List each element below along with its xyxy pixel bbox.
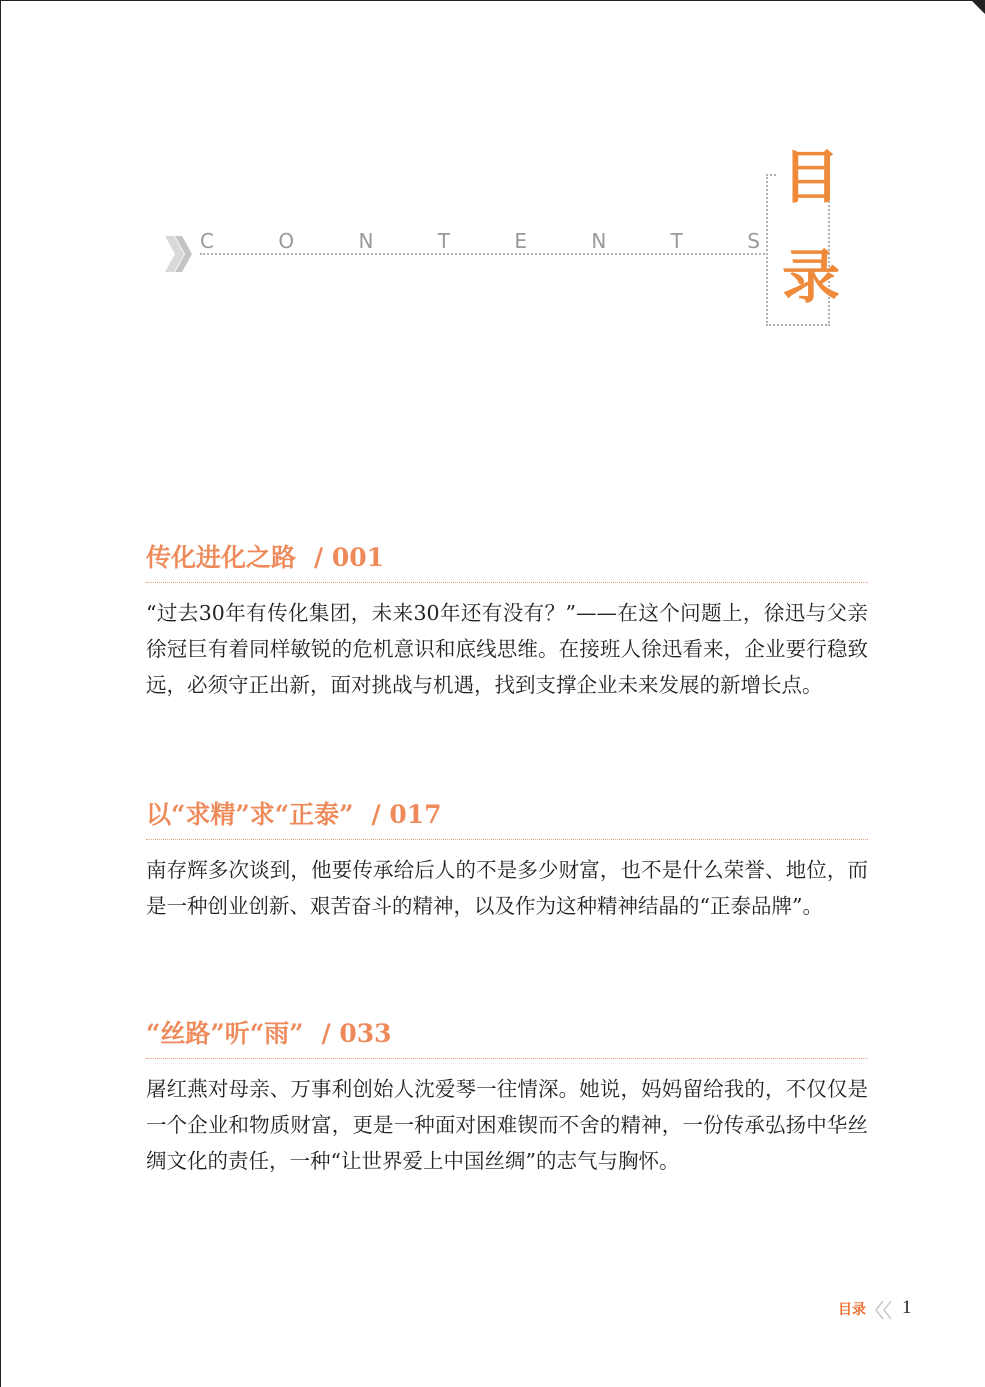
toc-entry-summary: “过去30年有传化集团，未来30年还有没有？”——在这个问题上，徐迅与父亲徐冠巨有着同样敏锐的危机意识和底线思维。在接班人徐迅看来，企业要行稳致远，必须守正出新，面对挑战与机遇，找到支撑企业未来发展的新增长点。	[146, 601, 868, 697]
contents-letter: S	[747, 229, 760, 253]
corner-mark	[971, 0, 985, 14]
toc-entry-page: / 017	[371, 800, 442, 829]
dotted-rule	[200, 253, 768, 255]
toc-entry-heading[interactable]	[146, 797, 868, 833]
toc-entry-heading[interactable]	[146, 540, 868, 576]
dotted-divider	[146, 839, 868, 840]
toc-entry-summary: 南存辉多次谈到，他要传承给后人的不是多少财富，也不是什么荣誉、地位，而是一种创业创新、艰苦奋斗的精神，以及作为这种精神结晶的“正泰品牌”。	[146, 858, 868, 918]
contents-letter: T	[437, 229, 450, 253]
toc-entry-summary: 屠红燕对母亲、万事利创始人沈爱琴一往情深。她说，妈妈留给我的，不仅仅是一个企业和物质财富，更是一种面对困难锲而不舍的精神，一份传承弘扬中华丝绸文化的责任，一种“让世界爱上中国丝绸”的志气与胸怀。	[146, 1077, 868, 1173]
toc-entry-title: 以“求精”求“正泰”	[146, 800, 354, 829]
toc-entry[interactable]	[146, 540, 868, 703]
toc-entry-page: / 001	[314, 543, 385, 572]
title-frame-top	[766, 174, 776, 176]
contents-letter: N	[358, 229, 374, 253]
page-border-left	[0, 0, 1, 1387]
contents-letter: N	[591, 229, 607, 253]
toc-entry-heading[interactable]	[146, 1016, 868, 1052]
double-chevron-icon	[165, 236, 195, 272]
toc-entry-title: 传化进化之路	[146, 543, 297, 572]
toc-entry[interactable]	[146, 797, 868, 924]
page-number: 1	[902, 1297, 912, 1318]
dotted-divider	[146, 1058, 868, 1059]
contents-letter: O	[278, 229, 295, 253]
contents-heading	[200, 226, 760, 256]
double-chevron-left-icon	[874, 1299, 894, 1321]
contents-letter: E	[514, 229, 527, 253]
page-title-char: 目	[781, 143, 840, 211]
dotted-divider	[146, 582, 868, 583]
toc-entry-page: / 033	[321, 1019, 392, 1048]
page-border-top	[0, 0, 985, 1]
footer-section-label: 目录	[838, 1302, 866, 1318]
contents-letter: C	[200, 229, 214, 253]
toc-entry[interactable]	[146, 1016, 868, 1179]
toc-entry-title: “丝路”听“雨”	[146, 1019, 304, 1048]
page-title-char: 录	[781, 243, 840, 311]
contents-letter: T	[670, 229, 683, 253]
